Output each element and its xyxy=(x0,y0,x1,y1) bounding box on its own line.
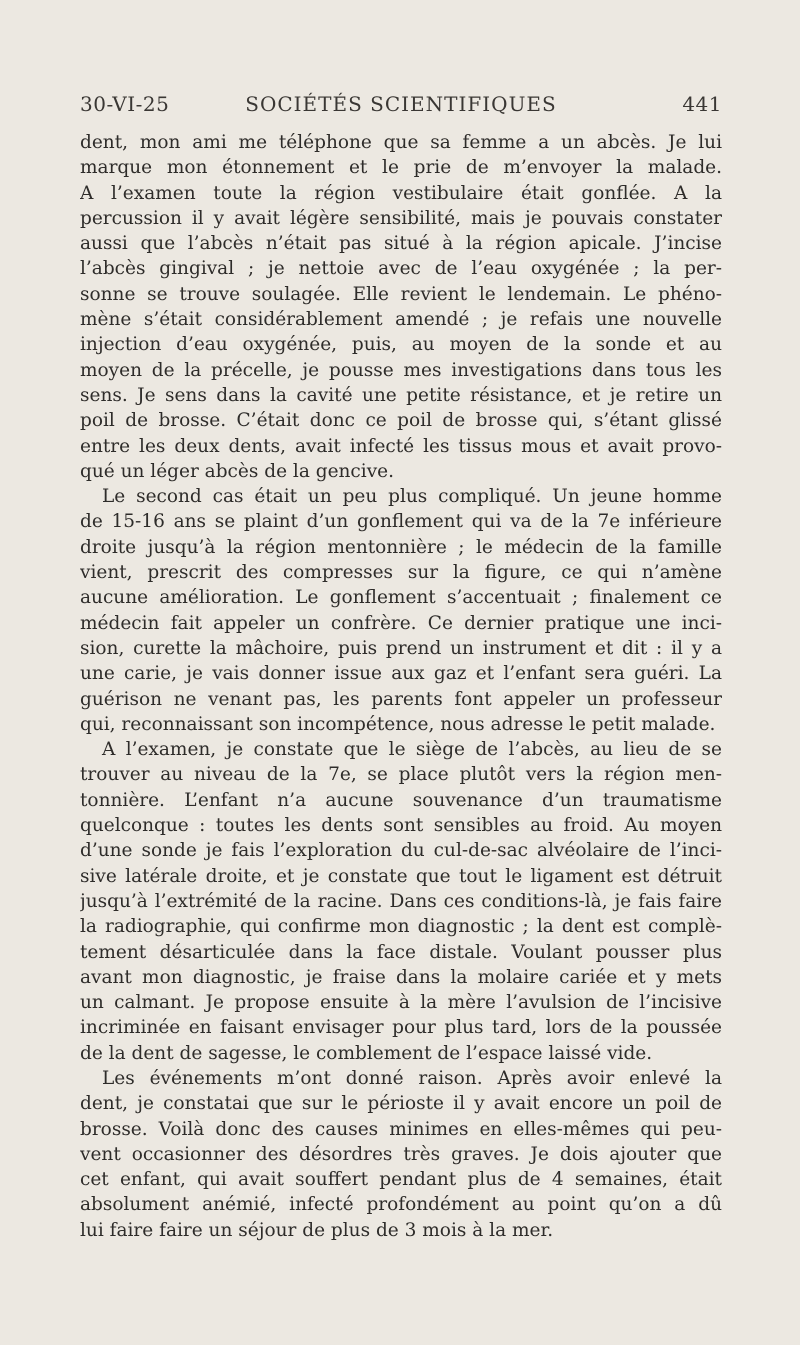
text-line: sens. Je sens dans la cavité une petite résistance, et je retire un xyxy=(80,384,722,406)
text-line: absolument anémié, infecté profondément au point qu’on a dû xyxy=(80,1194,722,1216)
text-line: la radiographie, qui confirme mon diagnostic ; la dent est complè- xyxy=(80,916,722,938)
text-line: marque mon étonnement et le prie de m’envoyer la malade. xyxy=(80,157,722,179)
text-line: sonne se trouve soulagée. Elle revient le lendemain. Le phéno- xyxy=(80,283,722,305)
text-line: dent, je constatai que sur le périoste il y avait encore un poil de xyxy=(80,1093,722,1115)
text-line: Les événements m’ont donné raison. Après avoir enlevé la xyxy=(102,1067,722,1089)
text-line: guérison ne venant pas, les parents font appeler un professeur xyxy=(80,688,722,710)
text-line: un calmant. Je propose ensuite à la mère l’avulsion de l’incisive xyxy=(80,992,722,1014)
text-line: de 15-16 ans se plaint d’un gonflement qui va de la 7e inférieure xyxy=(80,511,722,533)
text-line: aucune amélioration. Le gonflement s’accentuait ; finalement ce xyxy=(80,587,722,609)
text-line: poil de brosse. C’était donc ce poil de brosse qui, s’étant glissé xyxy=(80,410,722,432)
text-line: tonnière. L’enfant n’a aucune souvenance d’un traumatisme xyxy=(80,789,722,811)
text-line: vient, prescrit des compresses sur la figure, ce qui n’amène xyxy=(80,562,722,584)
text-line: incriminée en faisant envisager pour plus tard, lors de la poussée xyxy=(80,1017,722,1039)
text-line: d’une sonde je fais l’exploration du cul-de-sac alvéolaire de l’inci- xyxy=(80,840,722,862)
text-line: trouver au niveau de la 7e, se place plutôt vers la région men- xyxy=(80,764,722,786)
text-line: brosse. Voilà donc des causes minimes en elles-mêmes qui peu- xyxy=(80,1118,722,1140)
text-line: A l’examen, je constate que le siège de l’abcès, au lieu de se xyxy=(102,739,722,761)
text-line: injection d’eau oxygénée, puis, au moyen de la sonde et au xyxy=(80,334,722,356)
text-line: quelconque : toutes les dents sont sensibles au froid. Au moyen xyxy=(80,815,722,837)
text-line: aussi que l’abcès n’était pas situé à la région apicale. J’incise xyxy=(80,233,722,255)
text-line: une carie, je vais donner issue aux gaz et l’enfant sera guéri. La xyxy=(80,663,722,685)
body-text xyxy=(80,130,722,1243)
header-section-title: SOCIÉTÉS SCIENTIFIQUES xyxy=(245,92,557,116)
text-line: entre les deux dents, avait infecté les tissus mous et avait provo- xyxy=(80,435,722,457)
text-line: moyen de la précelle, je pousse mes investigations dans tous les xyxy=(80,359,722,381)
text-line: de la dent de sagesse, le comblement de l’espace laissé vide. xyxy=(80,1042,653,1064)
text-line: jusqu’à l’extrémité de la racine. Dans ces conditions-là, je fais faire xyxy=(80,890,722,912)
paragraph xyxy=(80,484,722,737)
text-line: sion, curette la mâchoire, puis prend un instrument et dit : il y a xyxy=(80,637,722,659)
text-line: dent, mon ami me téléphone que sa femme a un abcès. Je lui xyxy=(80,132,722,153)
text-line: Le second cas était un peu plus compliqué. Un jeune homme xyxy=(102,486,722,508)
text-line: lui faire faire un séjour de plus de 3 mois à la mer. xyxy=(80,1219,554,1241)
header-date: 30-VI-25 xyxy=(80,92,170,116)
text-line: mène s’était considérablement amendé ; je refais une nouvelle xyxy=(80,309,722,331)
paragraph xyxy=(80,737,722,1066)
text-line: cet enfant, qui avait souffert pendant plus de 4 semaines, était xyxy=(80,1169,722,1191)
text-line: percussion il y avait légère sensibilité, mais je pouvais constater xyxy=(80,207,722,229)
text-line: l’abcès gingival ; je nettoie avec de l’eau oxygénée ; la per- xyxy=(80,258,722,280)
text-line: droite jusqu’à la région mentonnière ; le médecin de la famille xyxy=(80,536,722,558)
paragraph xyxy=(80,130,722,484)
text-line: vent occasionner des désordres très graves. Je dois ajouter que xyxy=(80,1143,722,1165)
text-line: qui, reconnaissant son incompétence, nous adresse le petit malade. xyxy=(80,713,716,735)
text-line: avant mon diagnostic, je fraise dans la molaire cariée et y mets xyxy=(80,966,722,988)
text-line: tement désarticulée dans la face distale. Voulant pousser plus xyxy=(80,941,722,963)
text-line: qué un léger abcès de la gencive. xyxy=(80,460,394,482)
running-head xyxy=(80,92,722,122)
page-number: 441 xyxy=(682,92,722,116)
text-line: médecin fait appeler un confrère. Ce dernier pratique une inci- xyxy=(80,612,722,634)
text-line: A l’examen toute la région vestibulaire était gonflée. A la xyxy=(80,182,722,204)
text-line: sive latérale droite, et je constate que tout le ligament est détruit xyxy=(80,865,722,887)
paragraph xyxy=(80,1066,722,1243)
